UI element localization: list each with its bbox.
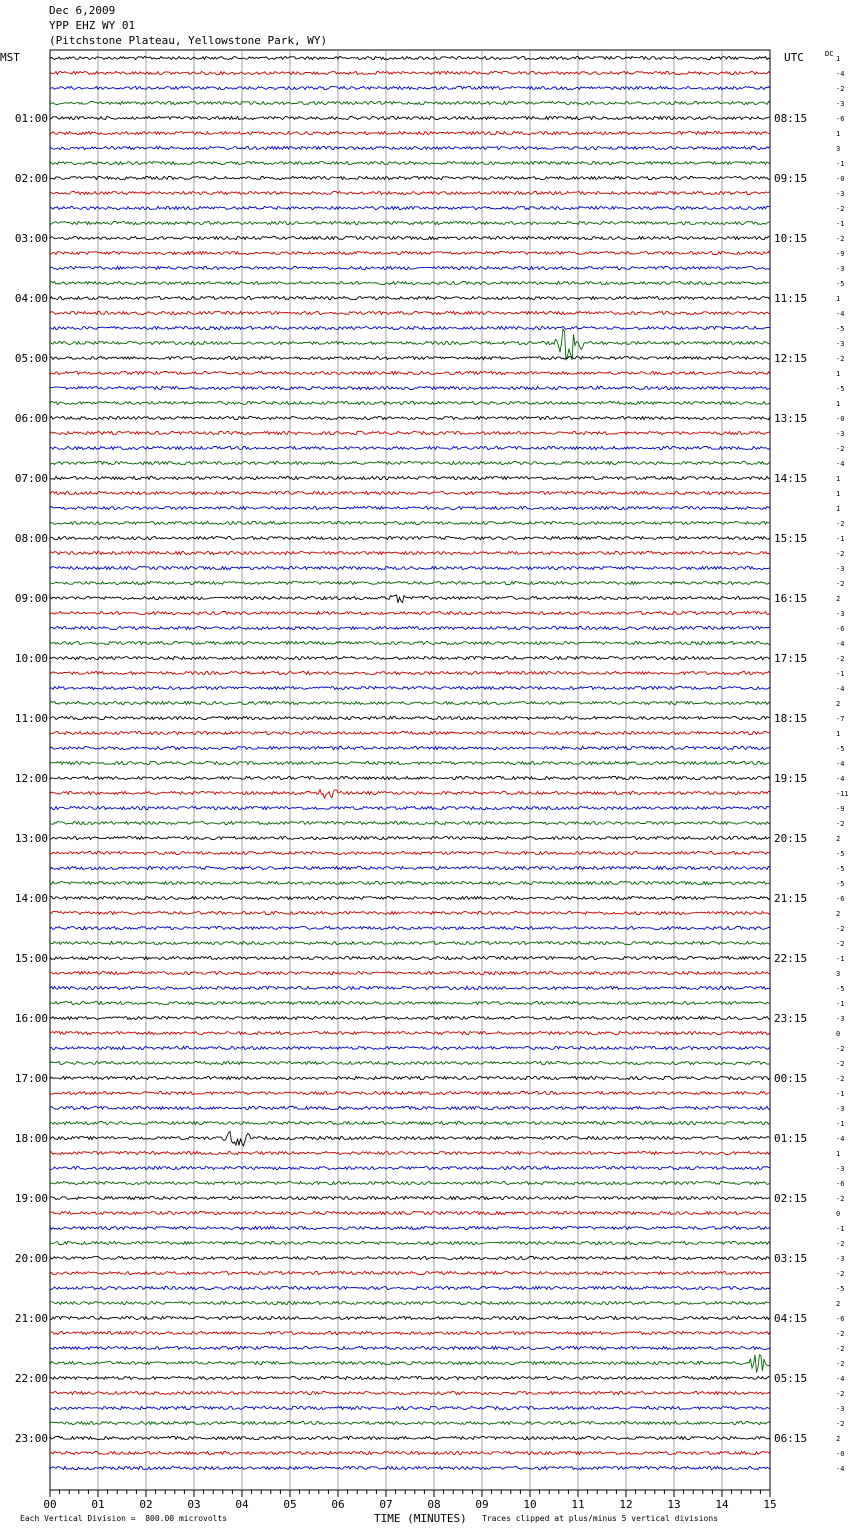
right-hour-label: 03:15 — [774, 1252, 808, 1265]
dc-offset-label: 1 — [836, 730, 841, 738]
dc-offset-label: -2 — [836, 520, 845, 528]
seismic-trace — [50, 986, 770, 989]
dc-offset-label: -4 — [836, 1135, 845, 1143]
dc-offset-label: -0 — [836, 415, 845, 423]
right-hour-label: 21:15 — [774, 892, 808, 905]
seismic-trace — [50, 266, 770, 269]
seismic-trace — [50, 971, 770, 974]
dc-offset-label: -3 — [836, 100, 845, 108]
seismic-trace — [50, 1286, 770, 1289]
seismic-trace — [50, 836, 770, 839]
dc-offset-label: 1 — [836, 400, 841, 408]
dc-offset-label: -3 — [836, 610, 845, 618]
seismic-trace — [50, 1271, 770, 1274]
dc-offset-label: -3 — [836, 340, 845, 348]
dc-offset-label: 3 — [836, 970, 841, 978]
seismic-trace — [50, 326, 770, 329]
right-hour-label: 19:15 — [774, 772, 808, 785]
dc-offset-label: -2 — [836, 655, 845, 663]
vertical-division-note: Each Vertical Division = 800.00 microvolts — [20, 1514, 228, 1523]
dc-offset-label: -6 — [836, 115, 845, 123]
x-tick-label: 08 — [427, 1498, 441, 1511]
seismic-trace — [50, 281, 770, 284]
seismic-trace — [50, 1091, 770, 1094]
dc-offset-label: -5 — [836, 850, 845, 858]
x-axis-title: TIME (MINUTES) — [374, 1512, 467, 1525]
dc-offset-label: -1 — [836, 160, 845, 168]
station-code: YPP EHZ WY 01 — [49, 19, 136, 32]
dc-offset-label: 2 — [836, 835, 841, 843]
dc-offset-label: -5 — [836, 745, 845, 753]
right-hour-label: 00:15 — [774, 1072, 808, 1085]
seismic-trace — [50, 461, 770, 464]
left-hour-label: 04:00 — [14, 292, 48, 305]
dc-offset-label: -2 — [836, 1345, 845, 1353]
seismic-trace — [50, 595, 770, 603]
seismic-trace — [50, 491, 770, 494]
dc-offset-label: 1 — [836, 1150, 841, 1158]
dc-offset-label: -6 — [836, 625, 845, 633]
dc-offset-label: -9 — [836, 805, 845, 813]
seismic-trace — [50, 1181, 770, 1184]
dc-offset-label: -2 — [836, 1420, 845, 1428]
seismic-trace — [50, 1355, 770, 1373]
dc-offset-label: -5 — [836, 325, 845, 333]
seismic-trace — [50, 356, 770, 359]
seismic-trace — [50, 1196, 770, 1199]
dc-offset-label: -2 — [836, 1045, 845, 1053]
x-tick-label: 01 — [91, 1498, 105, 1511]
left-hour-label: 07:00 — [14, 472, 48, 485]
right-hour-label: 18:15 — [774, 712, 808, 725]
left-hour-label: 16:00 — [14, 1012, 48, 1025]
dc-offset-label: -0 — [836, 175, 845, 183]
dc-offset-label: 2 — [836, 1300, 841, 1308]
seismic-trace — [50, 701, 770, 704]
left-hour-label: 03:00 — [14, 232, 48, 245]
dc-offset-label: 1 — [836, 295, 841, 303]
left-hour-label: 06:00 — [14, 412, 48, 425]
seismic-trace — [50, 851, 770, 854]
dc-offset-label: -2 — [836, 820, 845, 828]
seismic-trace — [50, 1256, 770, 1259]
seismic-trace — [50, 1331, 770, 1334]
dc-offset-label: 1 — [836, 130, 841, 138]
left-hour-label: 14:00 — [14, 892, 48, 905]
left-hour-label: 12:00 — [14, 772, 48, 785]
seismic-trace — [50, 431, 770, 434]
seismic-trace — [50, 236, 770, 239]
dc-offset-label: -2 — [836, 205, 845, 213]
dc-offset-label: 1 — [836, 370, 841, 378]
seismic-trace — [50, 731, 770, 734]
right-hour-label: 04:15 — [774, 1312, 808, 1325]
dc-offset-label: -5 — [836, 385, 845, 393]
x-tick-label: 00 — [43, 1498, 57, 1511]
right-hour-label: 02:15 — [774, 1192, 808, 1205]
dc-offset-label: -2 — [836, 1270, 845, 1278]
left-hour-label: 22:00 — [14, 1372, 48, 1385]
seismic-trace — [50, 1316, 770, 1319]
dc-offset-label: -5 — [836, 865, 845, 873]
seismic-trace — [50, 1211, 770, 1214]
seismic-trace — [50, 161, 770, 164]
dc-offset-label: -0 — [836, 1450, 845, 1458]
seismic-trace — [50, 1046, 770, 1049]
left-hour-label: 11:00 — [14, 712, 48, 725]
seismic-trace — [50, 551, 770, 554]
dc-offset-label: -3 — [836, 565, 845, 573]
right-hour-label: 09:15 — [774, 172, 808, 185]
seismic-trace — [50, 116, 770, 119]
right-hour-label: 13:15 — [774, 412, 808, 425]
left-hour-label: 15:00 — [14, 952, 48, 965]
seismic-trace — [50, 716, 770, 719]
plot-date: Dec 6,2009 — [49, 4, 116, 17]
dc-offset-label: -2 — [836, 445, 845, 453]
seismic-trace — [50, 776, 770, 779]
dc-offset-label: -2 — [836, 580, 845, 588]
dc-offset-label: -4 — [836, 760, 845, 768]
seismic-trace — [50, 1376, 770, 1379]
left-hour-label: 21:00 — [14, 1312, 48, 1325]
seismic-trace — [50, 1421, 770, 1424]
seismic-trace — [50, 656, 770, 659]
seismic-trace — [50, 1031, 770, 1034]
seismic-trace — [50, 926, 770, 929]
dc-offset-label: -6 — [836, 1315, 845, 1323]
x-tick-label: 06 — [331, 1498, 345, 1511]
dc-offset-label: -2 — [836, 1330, 845, 1338]
dc-offset-label: -6 — [836, 895, 845, 903]
x-tick-label: 02 — [139, 1498, 153, 1511]
seismic-trace — [50, 821, 770, 824]
dc-offset-label: -5 — [836, 1285, 845, 1293]
dc-offset-label: -5 — [836, 280, 845, 288]
left-hour-label: 05:00 — [14, 352, 48, 365]
right-hour-label: 14:15 — [774, 472, 808, 485]
dc-offset-label: -3 — [836, 1165, 845, 1173]
x-tick-label: 03 — [187, 1498, 201, 1511]
dc-offset-label: -1 — [836, 535, 845, 543]
dc-offset-label: 0 — [836, 1030, 841, 1038]
left-hour-label: 17:00 — [14, 1072, 48, 1085]
dc-offset-label: 2 — [836, 910, 841, 918]
seismic-trace — [50, 1436, 770, 1439]
dc-offset-label: -1 — [836, 1225, 845, 1233]
seismic-trace — [50, 446, 770, 449]
dc-offset-label: -3 — [836, 1405, 845, 1413]
dc-offset-label: -4 — [836, 775, 845, 783]
dc-offset-label: -3 — [836, 265, 845, 273]
seismic-trace — [50, 956, 770, 959]
right-hour-label: 22:15 — [774, 952, 808, 965]
dc-offset-label: 1 — [836, 490, 841, 498]
seismic-trace — [50, 896, 770, 899]
seismic-trace — [50, 56, 770, 59]
left-hour-label: 19:00 — [14, 1192, 48, 1205]
x-tick-label: 11 — [571, 1498, 585, 1511]
dc-offset-label: -9 — [836, 250, 845, 258]
seismic-trace — [50, 191, 770, 194]
left-hour-label: 10:00 — [14, 652, 48, 665]
right-hour-label: 10:15 — [774, 232, 808, 245]
seismic-trace — [50, 131, 770, 134]
seismic-trace — [50, 1151, 770, 1154]
dc-offset-label: -4 — [836, 70, 845, 78]
dc-offset-label: 1 — [836, 475, 841, 483]
seismic-trace — [50, 686, 770, 689]
seismic-trace — [50, 1001, 770, 1004]
dc-offset-label: -2 — [836, 940, 845, 948]
seismic-trace — [50, 1061, 770, 1064]
seismic-trace — [50, 1241, 770, 1244]
left-hour-label: 20:00 — [14, 1252, 48, 1265]
x-tick-label: 12 — [619, 1498, 633, 1511]
right-hour-label: 15:15 — [774, 532, 808, 545]
x-tick-label: 10 — [523, 1498, 537, 1511]
seismic-trace — [50, 790, 770, 799]
seismic-trace — [50, 1451, 770, 1454]
right-hour-label: 05:15 — [774, 1372, 808, 1385]
right-hour-label: 20:15 — [774, 832, 808, 845]
x-tick-label: 04 — [235, 1498, 249, 1511]
seismic-trace — [50, 1346, 770, 1349]
dc-offset-label: -4 — [836, 1465, 845, 1473]
dc-offset-label: -3 — [836, 190, 845, 198]
seismic-trace — [50, 746, 770, 749]
left-hour-label: 01:00 — [14, 112, 48, 125]
seismic-trace — [50, 866, 770, 869]
dc-offset-label: -2 — [836, 550, 845, 558]
right-hour-label: 23:15 — [774, 1012, 808, 1025]
dc-offset-label: -4 — [836, 460, 845, 468]
seismic-trace — [50, 1406, 770, 1409]
dc-offset-label: -11 — [836, 790, 849, 798]
dc-offset-label: -1 — [836, 1120, 845, 1128]
right-hour-label: 16:15 — [774, 592, 808, 605]
seismic-trace — [50, 1166, 770, 1169]
x-tick-label: 15 — [763, 1498, 777, 1511]
seismic-trace — [50, 1016, 770, 1019]
dc-offset-label: -4 — [836, 640, 845, 648]
dc-offset-label: -3 — [836, 1015, 845, 1023]
seismic-trace — [50, 761, 770, 764]
seismic-trace — [50, 566, 770, 569]
clipping-note: Traces clipped at plus/minus 5 vertical divisions — [482, 1514, 719, 1523]
dc-offset-label: -3 — [836, 1255, 845, 1263]
left-hour-label: 09:00 — [14, 592, 48, 605]
dc-offset-label: -1 — [836, 670, 845, 678]
right-hour-label: 08:15 — [774, 112, 808, 125]
seismic-trace — [50, 881, 770, 884]
seismic-trace — [50, 371, 770, 374]
dc-offset-label: -7 — [836, 715, 845, 723]
dc-offset-label: -5 — [836, 880, 845, 888]
left-hour-label: 18:00 — [14, 1132, 48, 1145]
seismic-trace — [50, 611, 770, 614]
dc-offset-label: -1 — [836, 220, 845, 228]
left-hour-label: 13:00 — [14, 832, 48, 845]
seismic-trace — [50, 71, 770, 74]
seismic-trace — [50, 221, 770, 224]
dc-offset-label: -2 — [836, 925, 845, 933]
seismic-trace — [50, 1076, 770, 1079]
right-hour-label: 11:15 — [774, 292, 808, 305]
seismic-trace — [50, 581, 770, 584]
seismic-trace — [50, 401, 770, 404]
dc-offset-label: -2 — [836, 1390, 845, 1398]
seismic-trace — [50, 536, 770, 539]
seismic-trace — [50, 1301, 770, 1304]
x-tick-label: 13 — [667, 1498, 681, 1511]
dc-offset-label: -6 — [836, 1180, 845, 1188]
seismic-trace — [50, 206, 770, 209]
left-hour-label: 23:00 — [14, 1432, 48, 1445]
seismic-trace — [50, 1106, 770, 1109]
dc-offset-label: -4 — [836, 685, 845, 693]
left-hour-label: 02:00 — [14, 172, 48, 185]
dc-offset-label: -4 — [836, 310, 845, 318]
seismic-trace — [50, 626, 770, 629]
dc-offset-label: 1 — [836, 55, 841, 63]
x-tick-label: 09 — [475, 1498, 489, 1511]
x-tick-label: 07 — [379, 1498, 393, 1511]
seismic-trace — [50, 641, 770, 644]
dc-offset-label: 2 — [836, 1435, 841, 1443]
seismic-trace — [50, 416, 770, 419]
left-axis-label: MST — [0, 51, 20, 64]
dc-offset-label: 0 — [836, 1210, 841, 1218]
seismic-trace — [50, 476, 770, 479]
seismic-trace — [50, 1391, 770, 1394]
dc-offset-label: -4 — [836, 1375, 845, 1383]
seismic-trace — [50, 806, 770, 809]
dc-offset-label: -3 — [836, 1105, 845, 1113]
dc-column-label: DC — [825, 50, 834, 58]
dc-offset-label: 2 — [836, 595, 841, 603]
dc-offset-label: 2 — [836, 700, 841, 708]
dc-offset-label: 3 — [836, 145, 841, 153]
dc-offset-label: -2 — [836, 1240, 845, 1248]
dc-offset-label: -2 — [836, 355, 845, 363]
dc-offset-label: -5 — [836, 985, 845, 993]
seismic-trace — [50, 101, 770, 104]
seismic-trace — [50, 506, 770, 509]
dc-offset-label: -2 — [836, 85, 845, 93]
left-hour-label: 08:00 — [14, 532, 48, 545]
dc-offset-label: -1 — [836, 955, 845, 963]
seismic-trace — [50, 86, 770, 89]
seismic-trace — [50, 941, 770, 944]
station-location: (Pitchstone Plateau, Yellowstone Park, WY) — [49, 34, 328, 47]
dc-offset-label: -2 — [836, 1060, 845, 1068]
seismic-trace — [50, 911, 770, 914]
x-tick-label: 05 — [283, 1498, 297, 1511]
seismic-trace — [50, 386, 770, 389]
dc-offset-label: -1 — [836, 1000, 845, 1008]
seismic-trace — [50, 296, 770, 299]
seismic-trace — [50, 176, 770, 179]
seismic-trace — [50, 1132, 770, 1146]
right-axis-label: UTC — [784, 51, 804, 64]
x-tick-label: 14 — [715, 1498, 729, 1511]
right-hour-label: 12:15 — [774, 352, 808, 365]
seismic-trace — [50, 521, 770, 524]
seismic-trace — [50, 671, 770, 674]
dc-offset-label: -3 — [836, 430, 845, 438]
dc-offset-label: -2 — [836, 1360, 845, 1368]
right-hour-label: 01:15 — [774, 1132, 808, 1145]
dc-offset-label: -2 — [836, 1075, 845, 1083]
seismic-trace — [50, 251, 770, 254]
seismic-trace — [50, 1226, 770, 1229]
seismic-trace — [50, 1466, 770, 1469]
right-hour-label: 06:15 — [774, 1432, 808, 1445]
right-hour-label: 17:15 — [774, 652, 808, 665]
dc-offset-label: 1 — [836, 505, 841, 513]
dc-offset-label: -2 — [836, 1195, 845, 1203]
seismic-trace — [50, 1121, 770, 1124]
seismic-trace — [50, 146, 770, 149]
seismic-trace — [50, 311, 770, 314]
dc-offset-label: -2 — [836, 235, 845, 243]
dc-offset-label: -1 — [836, 1090, 845, 1098]
seismic-trace — [50, 329, 770, 360]
